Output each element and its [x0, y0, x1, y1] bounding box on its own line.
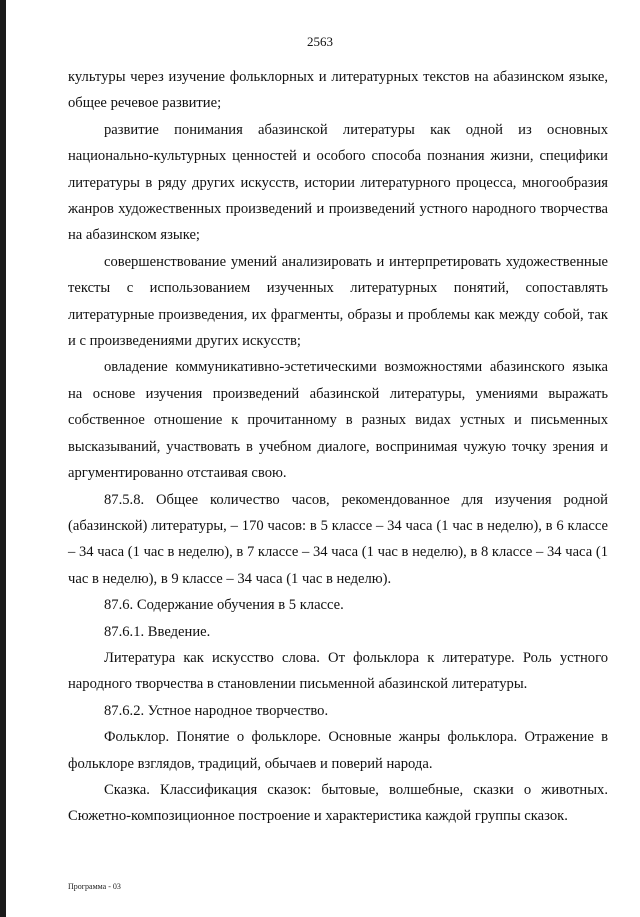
section-heading-grade5: 87.6. Содержание обучения в 5 классе.: [104, 597, 344, 614]
section-heading-oral-folk-art: 87.6.2. Устное народное творчество.: [104, 702, 329, 719]
paragraph-continuation: культуры через изучение фольклорных и литературных текстов на абазинском языке, общее речевое развитие;: [68, 69, 608, 112]
paragraph-communicative-possibilities: овладение коммуникативно-эстетическими возможностями абазинского языка на основе изучения произведений абазинской литературы, умениями выражать собственное отношение к прочитанному в разных видах устных и письменных высказываний, участвовать в учебном диалоге, воспринимая чужую точку зрения и аргументированно отстаивая свою.: [68, 359, 608, 482]
paragraph-literature-understanding: развитие понимания абазинской литературы как одной из основных национально-культурных ценностей и особого способа познания жизни, специфики литературы в ряду других искусств, истории литературного процесса, многообразия жанров художественных произведений и произведений устного народного творчества на абазинском языке;: [68, 121, 608, 244]
paragraph-folklore: Фольклор. Понятие о фольклоре. Основные жанры фольклора. Отражение в фольклоре взглядов, традиций, обычаев и поверий народа.: [68, 729, 608, 772]
paragraph-introduction: Литература как искусство слова. От фольклора к литературе. Роль устного народного творчества в становлении письменной абазинской литературы.: [68, 649, 608, 693]
section-heading-introduction: 87.6.1. Введение.: [104, 623, 211, 640]
paragraph-analysis-skills: совершенствование умений анализировать и интерпретировать художественные тексты с использованием изученных литературных понятий, сопоставлять литературные произведения, их фрагменты, образы и проблемы как между собой, так и с произведениями других искусств;: [68, 253, 608, 350]
paragraph-fairy-tale: Сказка. Классификация сказок: бытовые, волшебные, сказки о животных. Сюжетно-композиционное построение и характеристика каждой группы сказок.: [68, 781, 608, 825]
document-body: [68, 64, 608, 830]
footer-program-label: Программа - 03: [68, 882, 121, 891]
scan-page-edge: [0, 0, 6, 917]
paragraph-hours-total: 87.5.8. Общее количество часов, рекомендованное для изучения родной (абазинской) литературы, – 170 часов: в 5 классе – 34 часа (1 час в неделю), в 6 классе – 34 часа (1 час в неделю), в 7 классе – 34 часа (1 час в неделю), в 8 классе – 34 часа (1 час в неделю), в 9 классе – 34 часа (1 час в неделю).: [68, 491, 608, 587]
page-number: 2563: [307, 34, 333, 49]
